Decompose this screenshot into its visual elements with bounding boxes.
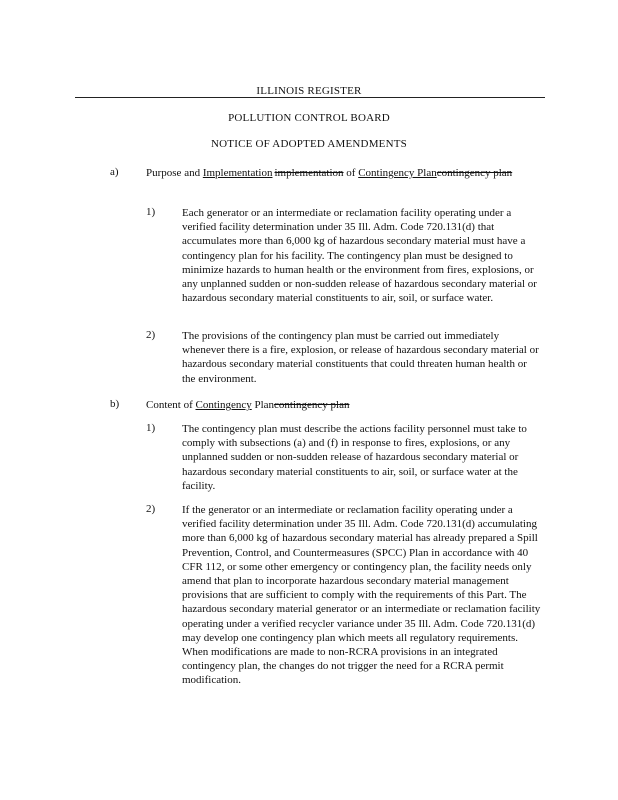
header-rule (75, 97, 545, 98)
item-a2-label: 2) (146, 329, 156, 341)
deleted-text: contingency plan (274, 399, 350, 411)
register-title: ILLINOIS REGISTER (256, 85, 362, 97)
item-b2-text: If the generator or an intermediate or reclamation facility operating under a verified facility determination under 35 Ill. Adm. Code 720.131(d) accumulating more than 6,000 kg of hazardous secondary material has already prepared a Spill Prevention, Control, and Countermeasures (SPCC) Plan in accordance with 40 CFR 112, or some other emergency or contingency plan, the facility needs only amend that plan to incorporate hazardous secondary material management provisions that are sufficient to comply with the requirements of this Part. The hazardous secondary material generator or an intermediate or reclamation facility operating under a verified recycler variance under 35 Ill. Adm. Code 720.131(d) may develop one contingency plan which meets all regulatory requirements. When modifications are made to non-RCRA provisions in an integrated contingency plan, the changes do not trigger the need for a RCRA permit modification. (182, 504, 541, 687)
item-b1-text: The contingency plan must describe the actions facility personnel must take to comply with subsections (a) and (f) in response to fires, explosions, or any unplanned sudden or non-sudden release of hazardous secondary material or hazardous secondary material constituents to air, soil, or surface water at the facility. (182, 423, 527, 492)
notice-title: NOTICE OF ADOPTED AMENDMENTS (211, 138, 407, 150)
item-a1-text: Each generator or an intermediate or reclamation facility operating under a verified facility determination under 35 Ill. Adm. Code 720.131(d) that accumulates more than 6,000 kg of hazardous secondary material must have a contingency plan for his facility. The contingency plan must be designed to minimize hazards to human health or the environment from fires, explosions, or any unplanned sudden or non-sudden release of hazardous secondary material or hazardous secondary material constituents to air, soil, or surface water. (182, 207, 537, 305)
board-title: POLLUTION CONTROL BOARD (228, 112, 390, 124)
heading-text: Plan (251, 399, 275, 411)
deleted-text: contingency plan (436, 167, 513, 179)
section-a-label: a) (110, 166, 119, 178)
item-a1-label: 1) (146, 206, 156, 218)
inserted-text: Contingency (195, 399, 252, 411)
item-a2-text: The provisions of the contingency plan must be carried out immediately whenever there is a fire, explosion, or release of hazardous secondary material or hazardous secondary material constituents that could threaten human health or the environment. (182, 330, 539, 385)
heading-text: Content of (146, 399, 196, 411)
inserted-text: Contingency Plan (358, 167, 437, 179)
deleted-text: implementation (274, 167, 344, 179)
heading-text: Purpose and (146, 167, 203, 179)
section-a-heading (146, 166, 536, 180)
heading-text: of (343, 167, 359, 179)
section-b-heading (146, 398, 536, 412)
item-b1-label: 1) (146, 422, 156, 434)
section-b-label: b) (110, 398, 120, 410)
item-b2-label: 2) (146, 503, 156, 515)
inserted-text: Implementation (202, 167, 273, 179)
